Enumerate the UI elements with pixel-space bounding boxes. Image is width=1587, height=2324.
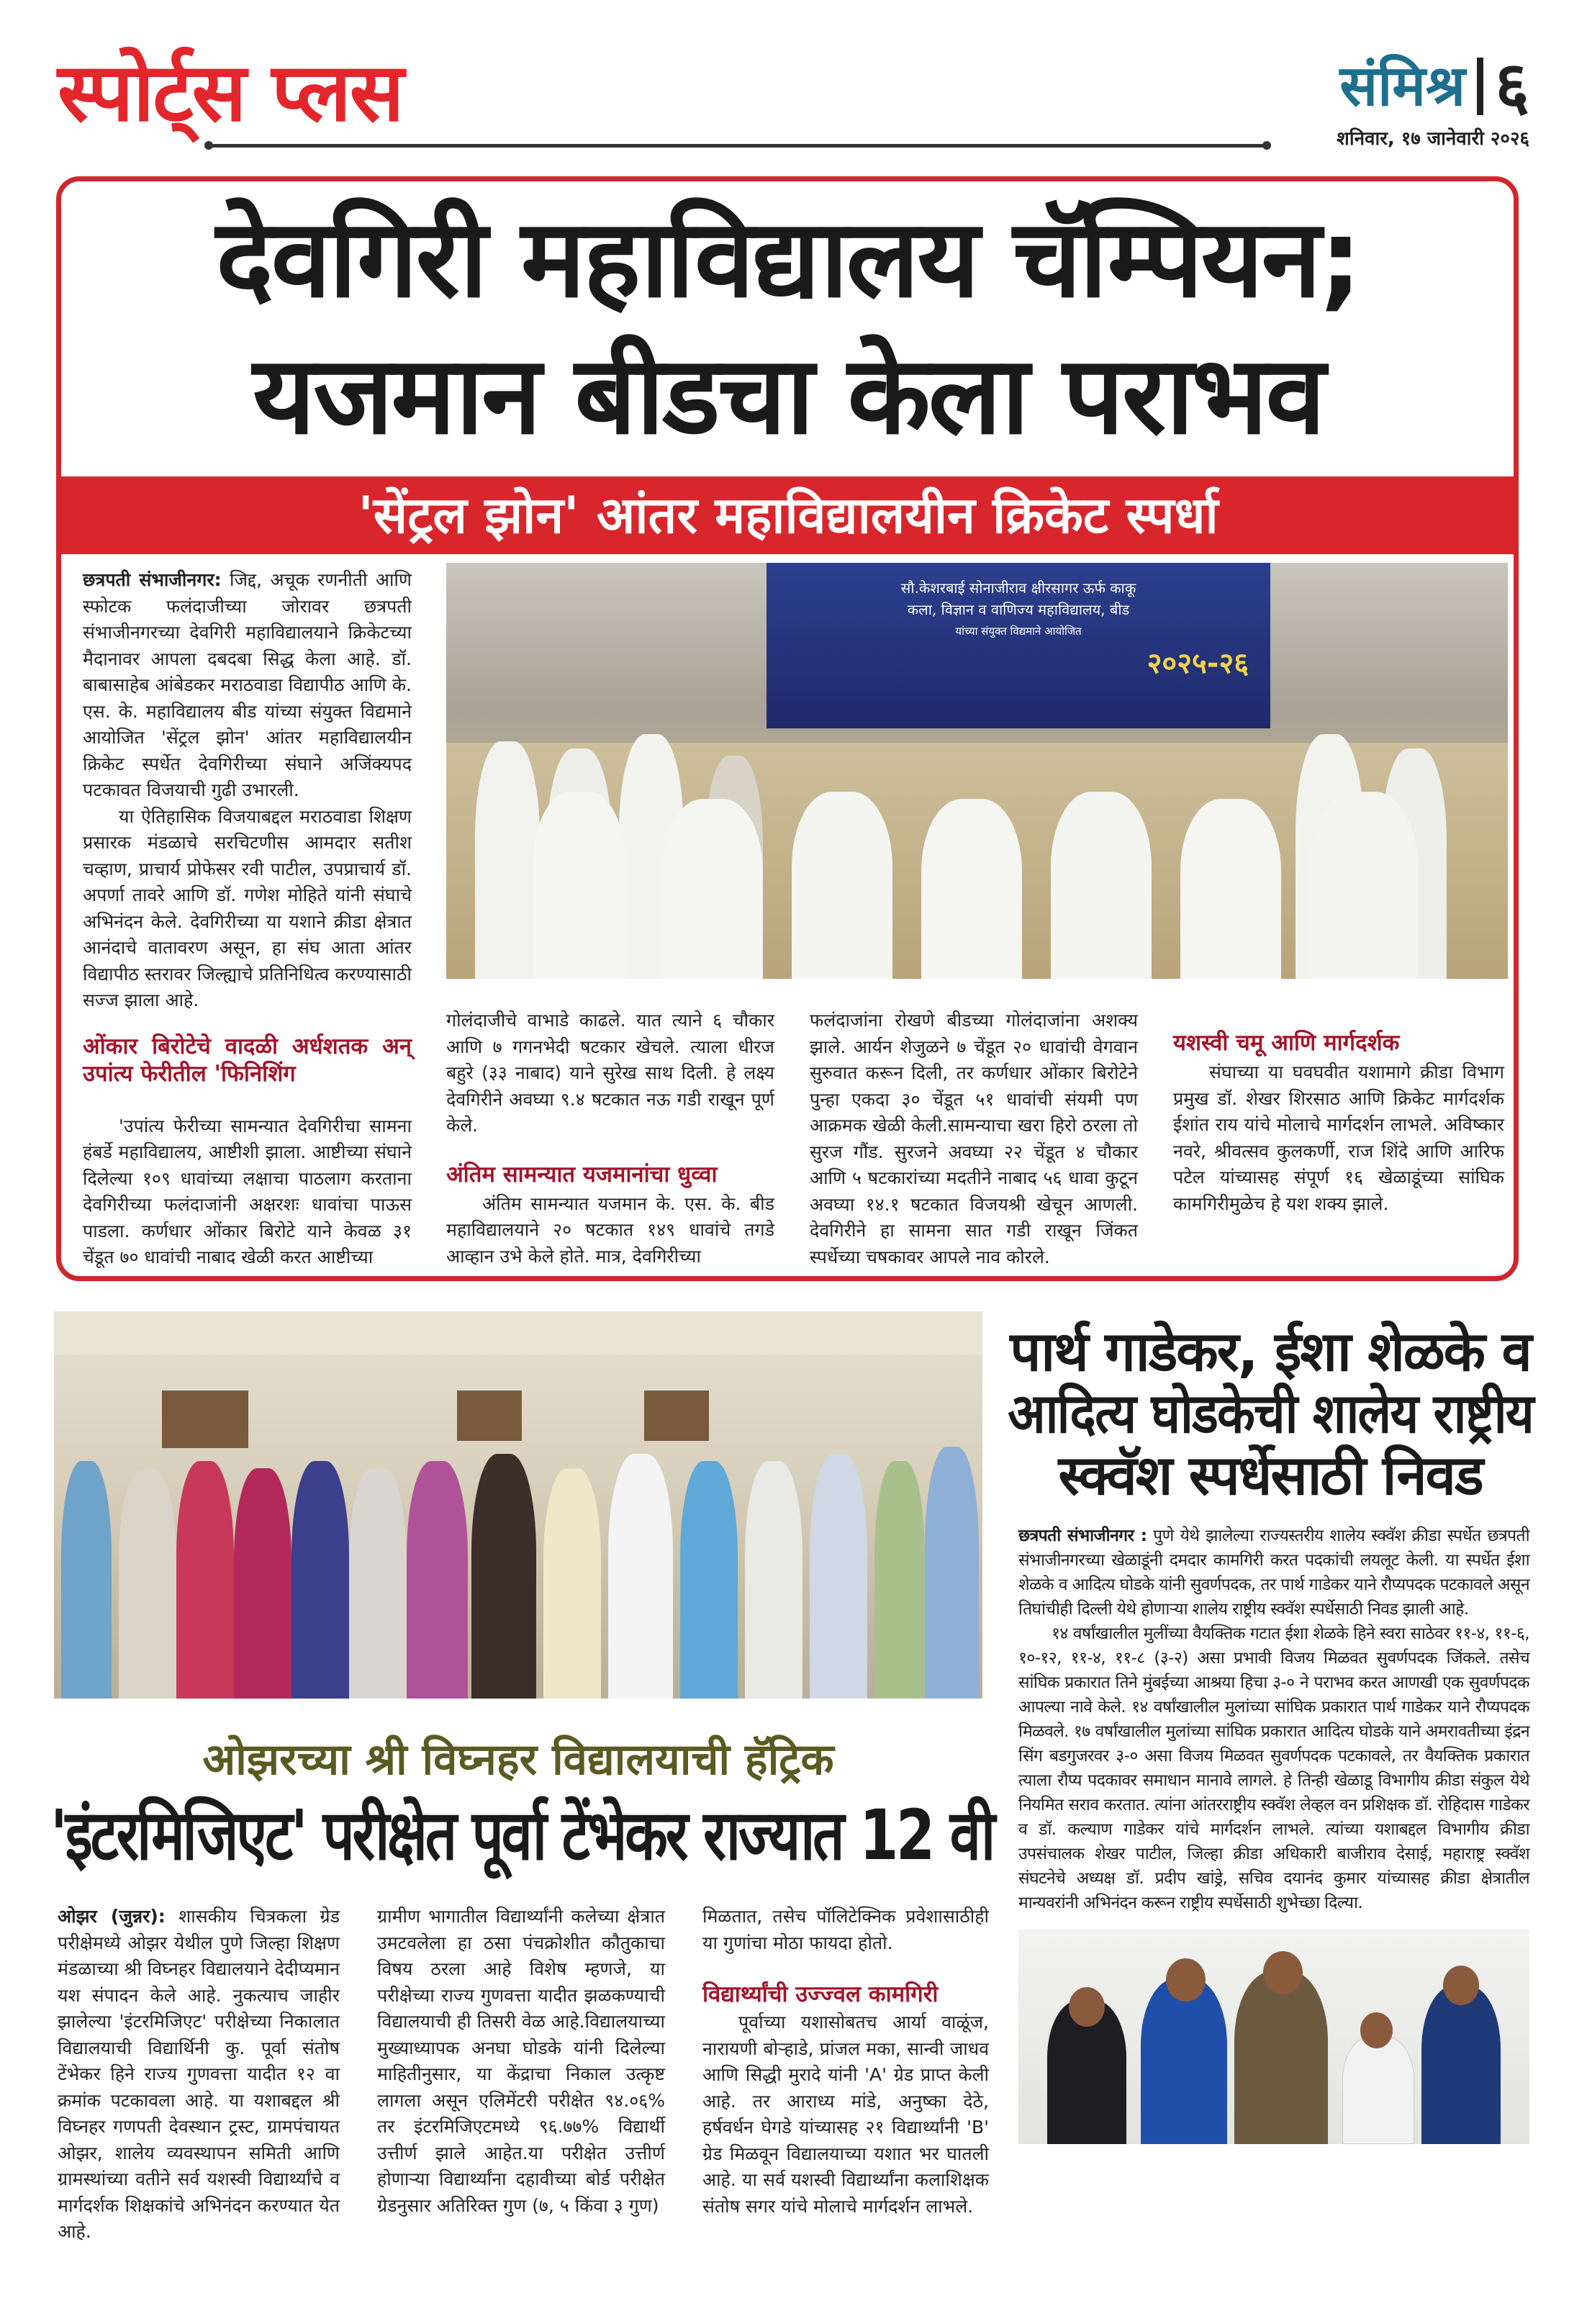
squash-story: [1008, 1321, 1533, 2144]
photo-banner-year: २०२५-२६: [1147, 647, 1249, 680]
paragraph: जिद्द, अचूक रणनीती आणि स्फोटक फलंदाजीच्या जोरावर छत्रपती संभाजीनगरच्या देवगिरी महाविद्यालयाने क्रिकेटच्या मैदानावर आपला दबदबा सिद्ध केला आहे. डॉ. बाबासाहेब आंबेडकर मराठवाडा विद्यापीठ आणि के. एस. के. महाविद्यालय बीड यांच्या संयुक्त विद्यमाने आयोजित 'सेंट्रल झोन' आंतर महाविद्यालयीन क्रिकेट स्पर्धेत देवगिरीच्या संघाने अजिंक्यपद पटकावत विजयाची गुढी उभारली.: [83, 569, 412, 800]
paragraph: १४ वर्षांखालील मुलींच्या वैयक्तिक गटात ईशा शेळके हिने स्वरा साठेवर ११-४, ११-६, १०-१२, ११-४, ११-८ (३-२) असा प्रभावी विजय मिळवत सुवर्णपदक जिंकले. तसेच सांघिक प्रकारात तिने मुंबईच्या आश्रया हिचा ३-० ने पराभव करत आणखी एक सुवर्णपदक आपल्या नावे केले. १४ वर्षांखालील मुलांच्या सांघिक प्रकारात पार्थ गाडेकर याने रौप्यपदक मिळवले. १७ वर्षांखालील मुलांच्या सांघिक प्रकारात आदित्य घोडके याने अमरावतीच्या इंद्रन सिंग बडगुजरवर ३-० असा विजय मिळवत सुवर्णपदक पटकावले, तर वैयक्तिक प्रकारात त्याला रौप्य पदकावर समाधान मानावे लागले. हे तिन्ही खेळाडू विभागीय क्रीडा संकुल येथे नियमित सराव करतात. त्यांना आंतरराष्ट्रीय स्क्वॅश लेव्हल वन प्रशिक्षक डॉ. रोहिदास गाडेकर व डॉ. कल्याण गाडेकर यांचे मार्गदर्शन लाभले. त्यांच्या यशाबद्दल विभागीय क्रीडा उपसंचालक शेखर पाटील, जिल्हा क्रीडा अधिकारी बाजीराव देसाई, महाराष्ट्र स्क्वॅश संघटनेचे अध्यक्ष डॉ. प्रदीप खांड्रे, सचिव दयानंद कुमार यांच्यासह क्रीडा क्षेत्रातील मान्यवरांनी अभिनंदन करून राष्ट्रीय स्पर्धेसाठी शुभेच्छा दिल्या.: [1018, 1624, 1529, 1912]
top-story-column-3: [810, 1008, 1138, 1270]
squash-story-body: [1018, 1524, 1529, 1915]
dateline: ओझर (जुन्नर):: [58, 1906, 166, 1927]
paragraph: पूर्वाच्या यशासोबतच आर्या वाळूंज, नारायणी बोऱ्हाडे, प्रांजल मका, सान्वी जाधव आणि सिद्धी मुरादे यांनी 'A' ग्रेड प्राप्त केली आहे. तर आराध्य मांडे, अनुष्का देठे, हर्षवर्धन घेगडे यांच्यासह २१ विद्यार्थ्यांनी 'B' ग्रेड मिळवून विद्यालयाच्या यशात भर घातली आहे. या सर्व यशस्वी विद्यार्थ्यांना कलाशिक्षक संतोष सगर यांचे मोलाचे मार्गदर्शन लाभले.: [702, 2012, 989, 2217]
top-story-headline-line-2: यजमान बीडचा केला पराभव: [253, 333, 1324, 458]
paragraph: शासकीय चित्रकला ग्रेड परीक्षेमध्ये ओझर येथील पुणे जिल्हा शिक्षण मंडळाच्या श्री विघ्नहर विद्यालयाने देदीप्यमान यश संपादन केले आहे. नुकत्याच जाहीर झालेल्या 'इंटरमिजिएट' परीक्षेच्या निकालात विद्यालयाची विद्यार्थिनी कु. पूर्वा संतोष टेंभेकर हिने राज्य गुणवत्ता यादीत १२ वा क्रमांक पटकावला आहे. या यशाबद्दल श्री विघ्नहर गणपती देवस्थान ट्रस्ट, ग्रामपंचायत ओझर, शालेय व्यवस्थापन समिती आणि ग्रामस्थांच्या वतीने सर्व यशस्वी विद्यार्थ्यांचे व मार्गदर्शक शिक्षकांचे अभिनंदन करण्यात येत आहे.: [58, 1906, 340, 2242]
dateline: छत्रपती संभाजीनगर:: [83, 569, 222, 590]
cricket-team-photo: [446, 563, 1508, 979]
photo-banner-line: यांच्या संयुक्त विद्यमाने आयोजित: [955, 625, 1082, 638]
subheading: अंतिम सामन्यात यजमानांचा धुव्वा: [446, 1161, 718, 1188]
squash-story-headline: [1008, 1321, 1533, 1506]
masthead-title: स्पोर्ट्स प्लस: [58, 46, 403, 140]
top-story-banner: 'सेंट्रल झोन' आंतर महाविद्यालयीन क्रिकेट स्पर्धा: [358, 486, 1218, 545]
paragraph: गोलंदाजीचे वाभाडे काढले. यात त्याने ६ चौकार आणि ७ गगनभेदी षटकार खेचले. त्याला धीरज बहुरे (३३ नाबाद) याने सुरेख साथ दिली. हे लक्ष्य देवगिरीने अवघ्या ९.४ षटकात नऊ गडी राखून पूर्ण केले.: [446, 1010, 774, 1136]
paragraph: मिळतात, तसेच पॉलिटेक्निक प्रवेशासाठीही या गुणांचा मोठा फायदा होतो.: [702, 1906, 989, 1953]
paragraph: ग्रामीण भागातील विद्यार्थ्यांनी कलेच्या क्षेत्रात उमटवलेला हा ठसा पंचक्रोशीत कौतुकाचा विषय ठरला आहे विशेष म्हणजे, या परीक्षेच्या राज्य गुणवत्ता यादीत झळकण्याची विद्यालयाची ही तिसरी वेळ आहे.विद्यालयाच्या मुख्याध्यापक अनघा घोडके यांनी दिलेल्या माहितीनुसार, या केंद्राचा निकाल उत्कृष्ट लागला असून एलिमेंटरी परीक्षेत ९४.०६% तर इंटरमिजिएटमध्ये ९६.७७% विद्यार्थी उत्तीर्ण झाले आहेत.या परीक्षेत उत्तीर्ण होणाऱ्या विद्यार्थ्यांना दहावीच्या बोर्ड परीक्षेत ग्रेडनुसार अतिरिक्त गुण (७, ५ किंवा ३ गुण): [377, 1906, 665, 2216]
top-story-column-2: [446, 1008, 774, 1270]
photo-banner-line: सौ.केशरबाई सोनाजीराव क्षीरसागर ऊर्फ काकू: [900, 579, 1136, 597]
section-name: संमिश्र: [1339, 54, 1466, 119]
school-story-headline: 'इंटरमिजिएट' परीक्षेत पूर्वा टेंभेकर राज्यात 12 वी: [50, 1795, 993, 1876]
school-felicitation-photo: [54, 1311, 982, 1699]
top-story-headline-line-1-wrap: [72, 194, 1504, 324]
subheading: यशस्वी चमू आणि मार्गदर्शक: [1173, 1030, 1400, 1056]
paragraph: अंतिम सामन्यात यजमान के. एस. के. बीड महाविद्यालयाने २० षटकात १४९ धावांचे तगडे आव्हान उभे केले होते. मात्र, देवगिरीच्या: [446, 1193, 774, 1267]
school-story-column-2: [377, 1904, 665, 2246]
school-story-column-3: [702, 1904, 989, 2246]
school-story-headline-wrap: [50, 1789, 993, 1882]
school-story: [50, 1731, 993, 2246]
school-story-columns: [50, 1904, 993, 2246]
top-story-column-1: [83, 567, 412, 1271]
subheading: विद्यार्थ्यांची उज्ज्वल कामगिरी: [702, 1981, 939, 2007]
paragraph: या ऐतिहासिक विजयाबद्दल मराठवाडा शिक्षण प्रसारक मंडळाचे सरचिटणीस आमदार सतीश चव्हाण, प्राचार्य प्रोफेसर रवी पाटील, उपप्राचार्य डॉ. अपर्णा तावरे आणि डॉ. गणेश मोहिते यांनी संघाचे अभिनंदन केले. देवगिरीच्या या यशाने क्रीडा क्षेत्रात आनंदाचे वातावरण असून, हा संघ आता आंतर विद्यापीठ स्तरावर जिल्ह्याचे प्रतिनिधित्व करण्यासाठी सज्ज झाला आहे.: [83, 805, 412, 1010]
headline-line: पार्थ गाडेकर, ईशा शेळके व: [1010, 1319, 1531, 1383]
issue-date: शनिवार, १७ जानेवारी २०२६: [1337, 128, 1529, 150]
headline-line: आदित्य घोडकेची शालेय राष्ट्रीय: [1008, 1381, 1533, 1445]
top-story-headline-line-1: देवगिरी महाविद्यालय चॅम्पियन;: [216, 196, 1360, 322]
top-story-column-4: [1173, 1029, 1504, 1217]
school-story-kicker-wrap: [50, 1731, 986, 1789]
page-number: ६: [1495, 48, 1529, 125]
school-story-column-1: [58, 1904, 340, 2246]
section-separator: [1477, 58, 1483, 115]
top-story-banner-wrap: [61, 476, 1515, 554]
masthead-title-wrap: [58, 45, 777, 141]
headline-line: स्क्वॅश स्पर्धेसाठी निवड: [1058, 1443, 1483, 1507]
school-story-kicker: ओझरच्या श्री विघ्नहर विद्यालयाची हॅट्रिक: [202, 1735, 834, 1785]
subheading: ओंकार बिरोटेचे वादळी अर्धशतक अन् उपांत्य फेरीतील 'फिनिशिंग: [83, 1033, 412, 1087]
squash-players-photo: [1018, 1930, 1529, 2144]
photo-banner: [767, 563, 1270, 728]
paragraph: पुणे येथे झालेल्या राज्यस्तरीय शालेय स्क्वॅश क्रीडा स्पर्धेत छत्रपती संभाजीनगरच्या खेळाडूंनी दमदार कामगिरी करत पदकांची लयलूट केली. या स्पर्धेत ईशा शेळके व आदित्य घोडके यांनी सुवर्णपदक, तर पार्थ गाडेकर याने रौप्यपदक पटकावले असून तिघांचीही दिल्ली येथे होणाऱ्या शालेय राष्ट्रीय स्क्वॅश स्पर्धेसाठी निवड झाली आहे.: [1018, 1527, 1529, 1619]
top-story-headline-line-2-wrap: [72, 331, 1504, 461]
paragraph: 'उपांत्य फेरीच्या सामन्यात देवगिरीचा सामना हंबर्डे महाविद्यालय, आष्टीशी झाला. आष्टीच्या संघाने दिलेल्या १०९ धावांच्या लक्षाचा पाठलाग करताना देवगिरीच्या फलंदाजांनी अक्षरशः धावांचा पाऊस पाडला. कर्णधार ओंकार बिरोटे याने केवळ ३१ चेंडूत ७० धावांची नाबाद खेळी करत आष्टीच्या: [83, 1115, 412, 1267]
photo-banner-line: कला, विज्ञान व वाणिज्य महाविद्यालय, बीड: [907, 601, 1130, 618]
paragraph: फलंदाजांना रोखणे बीडच्या गोलंदाजांना अशक्य झाले. आर्यन शेजुळने ७ चेंडूत २० धावांची वेगवान सुरुवात करून दिली, तर कर्णधार ओंकार बिरोटेने पुन्हा एकदा ३० चेंडूत ५१ धावांची संयमी पण आक्रमक खेळी केली.सामन्याचा खरा हिरो ठरला तो सुरज गौंड. सुरजने अवघ्या २२ चेंडूत ४ चौकार आणि ५ षटकारांच्या मदतीने नाबाद ५६ धावा कुटून अवघ्या १४.१ षटकात विजयश्री खेचून आणली. देवगिरीने हा सामना सात गडी राखून जिंकत स्पर्धेच्या चषकावर आपले नाव कोरले.: [810, 1010, 1138, 1267]
paragraph: संघाच्या या घवघवीत यशामागे क्रीडा विभाग प्रमुख डॉ. शेखर शिरसाठ आणि क्रिकेट मार्गदर्शक ईशांत राय यांचे मोलाचे मार्गदर्शन लाभले. अविष्कार नवरे, श्रीवत्सव कुलकर्णी, राज शिंदे आणि आरिफ पटेल यांच्यासह संपूर्ण १६ खेळाडूंच्या सांघिक कामगिरीमुळेच हे यश शक्य झाले.: [1173, 1062, 1504, 1214]
masthead-rule: [209, 144, 1267, 148]
dateline: छत्रपती संभाजीनगर :: [1018, 1527, 1147, 1545]
section-header: [1242, 48, 1529, 125]
